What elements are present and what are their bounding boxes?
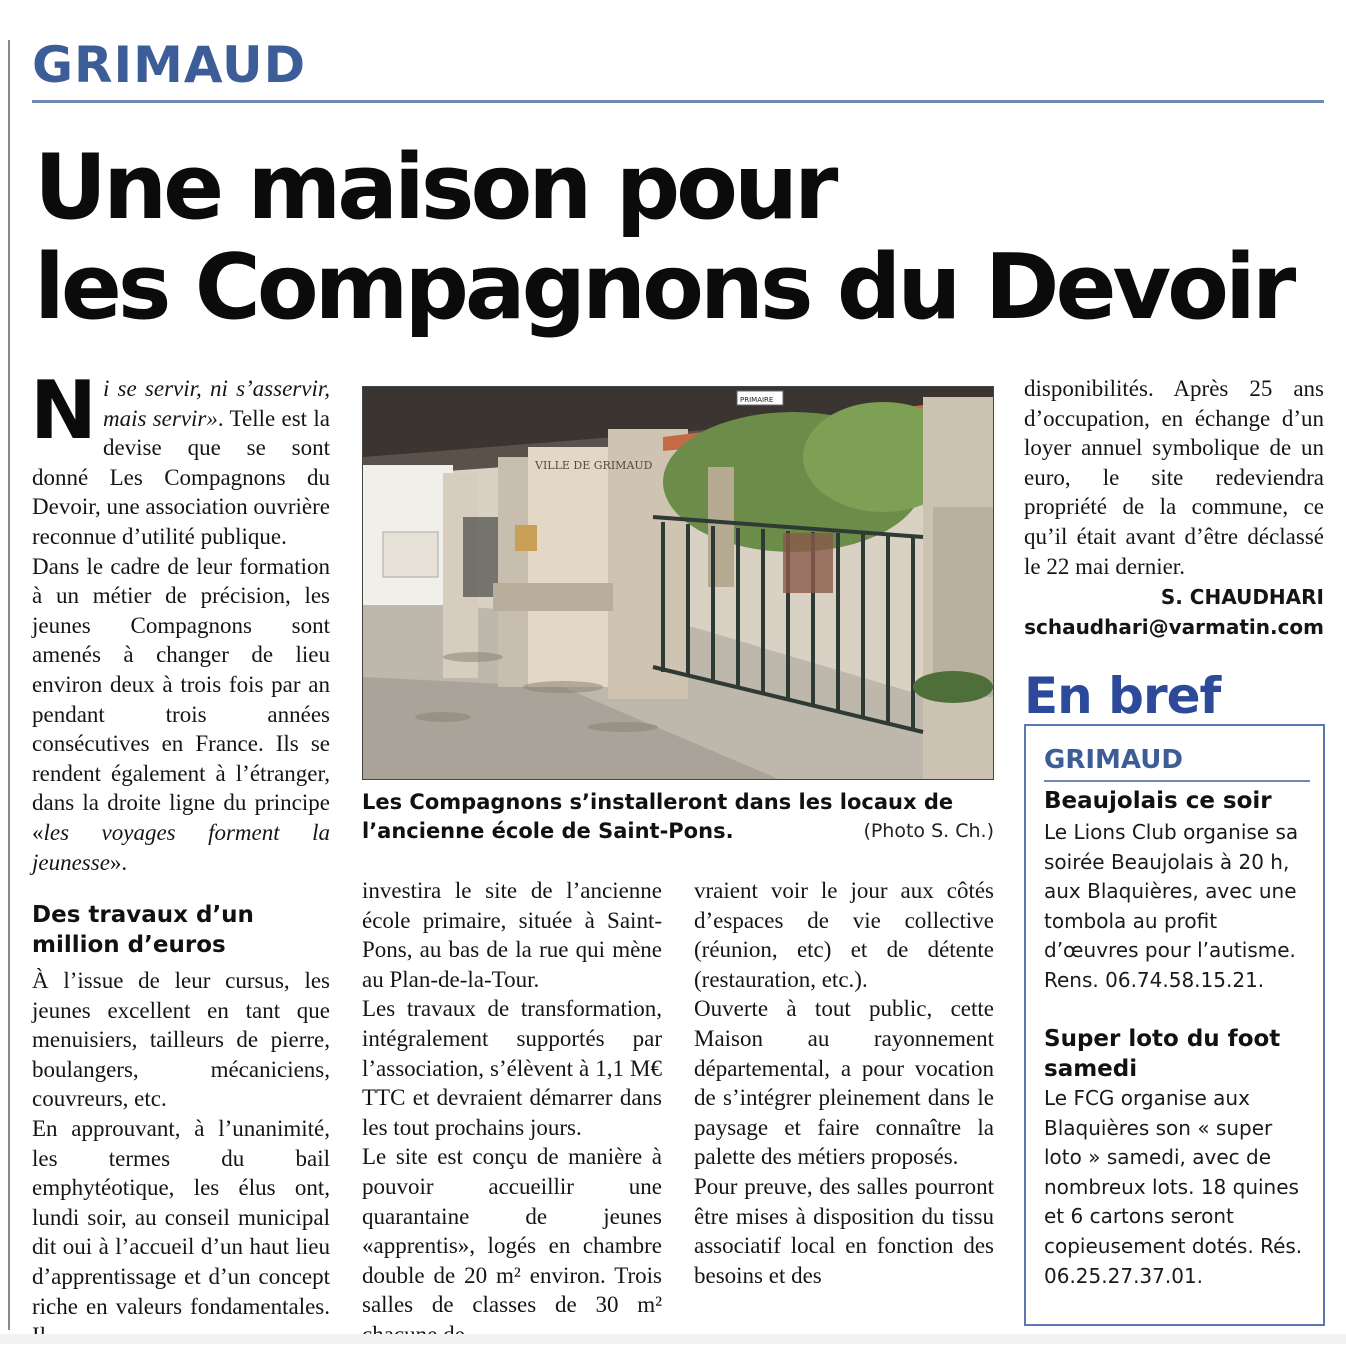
intro-text: . Telle est la devise que se sont donné Les Compagnons du Devoir, une association ouvrière reconnue d’utilité publique. bbox=[32, 405, 330, 549]
en-bref-title: En bref bbox=[1024, 667, 1221, 725]
article-paragraph-4: En approuvant, à l’unanimité, les termes du bail emphytéotique, les élus ont, lundi soir, au conseil municipal dit oui à l’accueil d’un haut lieu d’apprentissage et d’un concept riche en valeurs fondamentales. bbox=[32, 1115, 330, 1319]
author-email[interactable]: schaudhari@varmatin.com bbox=[1024, 615, 1324, 639]
article-intro bbox=[30, 364, 330, 552]
col2-paragraph-2: Les travaux de transformation, intégralement supportés par l’association, s’élèvent à 1,1 M€ TTC et devraient démarrer dans les tout prochains jours. bbox=[362, 996, 662, 1140]
p2-end: ». bbox=[109, 849, 128, 875]
intro-quote: i se servir, ni s’asservir, mais servir» bbox=[102, 376, 330, 431]
en-bref-section-label: GRIMAUD bbox=[1044, 745, 1183, 775]
en-bref-divider bbox=[1044, 780, 1310, 782]
article-subhead: Des travaux d’un million d’euros bbox=[32, 902, 254, 958]
article-paragraph-3: À l’issue de leur cursus, les jeunes excellent en tant que menuisiers, tailleurs de pierre, boulangers, mécaniciens, couvreurs, etc. bbox=[32, 968, 330, 1112]
brief-1-text: Le Lions Club organise sa soirée Beaujolais à 20 h, aux Blaquières, avec une tombola au profit d’œuvres pour l’autisme. Rens. 06.74.58.15.21. bbox=[1044, 820, 1299, 992]
col3-paragraph-2: Ouverte à tout public, cette Maison au rayonnement départemental, a pour vocation de s’intégrer pleinement dans le paysage et faire connaître la palette des métiers proposés. bbox=[694, 996, 994, 1170]
brief-2-title: Super loto du foot samedi bbox=[1044, 1026, 1281, 1082]
article-column-4 bbox=[1024, 374, 1324, 581]
drop-cap: N bbox=[30, 364, 97, 457]
page-bottom-strip bbox=[0, 1334, 1346, 1344]
author-name: S. CHAUDHARI bbox=[1160, 585, 1324, 609]
headline-line-2: les Compagnons du Devoir bbox=[34, 235, 1293, 340]
article-column-1 bbox=[30, 364, 330, 877]
photo-sign-text: VILLE DE GRIMAUD bbox=[535, 459, 653, 472]
page-edge-rule bbox=[8, 40, 10, 1330]
article-column-3 bbox=[694, 876, 994, 1290]
photo-sign-small: PRIMAIRE bbox=[740, 396, 774, 404]
section-divider bbox=[32, 100, 1324, 103]
article-photo bbox=[362, 386, 994, 780]
col2-paragraph-3: Le site est conçu de manière à pouvoir accueillir une quarantaine de jeunes «apprentis», logés en chambre double de 20 m² environ. Trois salles de classes de 30 m² bbox=[362, 1144, 662, 1318]
p2-text: Dans le cadre de leur formation à un métier de précision, les jeunes Compagnons sont amenés à changer de lieu environ deux à trois fois par an pendant trois années consécutives en France. Ils se rendent également à l’étranger, dans la droite ligne du principe « bbox=[32, 553, 330, 845]
section-label: GRIMAUD bbox=[32, 36, 307, 94]
col4-paragraph-1: disponibilités. Après 25 ans d’occupation, en échange d’un loyer annuel symbolique de un euro, le site redeviendra propriété de la commune, ce qu’il était avant d’être déclassé le 22 mai dernier. bbox=[1024, 376, 1324, 579]
headline-line-1: Une maison pour bbox=[34, 135, 835, 240]
article-column-2 bbox=[362, 876, 662, 1350]
photo-credit: (Photo S. Ch.) bbox=[863, 820, 994, 842]
article-paragraph-2 bbox=[32, 552, 330, 878]
byline bbox=[1024, 582, 1324, 642]
p2-quote: les voyages forment la jeunesse bbox=[32, 819, 330, 875]
school-gate-illustration bbox=[363, 387, 994, 780]
col3-paragraph-3: Pour preuve, des salles pourront être mises à disposition du tissu associatif local en fonction des besoins et des bbox=[694, 1173, 994, 1288]
col3-paragraph-1: vraient voir le jour aux côtés d’espaces de vie collective (réunion, etc) et de détente (restauration, etc.). bbox=[694, 878, 994, 992]
headline bbox=[34, 135, 1334, 340]
article-column-1-continued bbox=[32, 966, 330, 1351]
col2-paragraph-1: investira le site de l’ancienne école primaire, située à Saint-Pons, au bas de la rue qui mène au Plan-de-la-Tour. bbox=[362, 878, 662, 992]
brief-2-text: Le FCG organise aux Blaquières son « super loto » samedi, avec de nombreux lots. 18 quines et 6 cartons seront copieusement dotés. Rés. 06.25.27.37.01. bbox=[1044, 1086, 1303, 1288]
photo-caption: Les Compagnons s’installeront dans les locaux de l’ancienne école de Saint-Pons. bbox=[362, 790, 954, 843]
brief-1-title: Beaujolais ce soir bbox=[1044, 788, 1272, 814]
